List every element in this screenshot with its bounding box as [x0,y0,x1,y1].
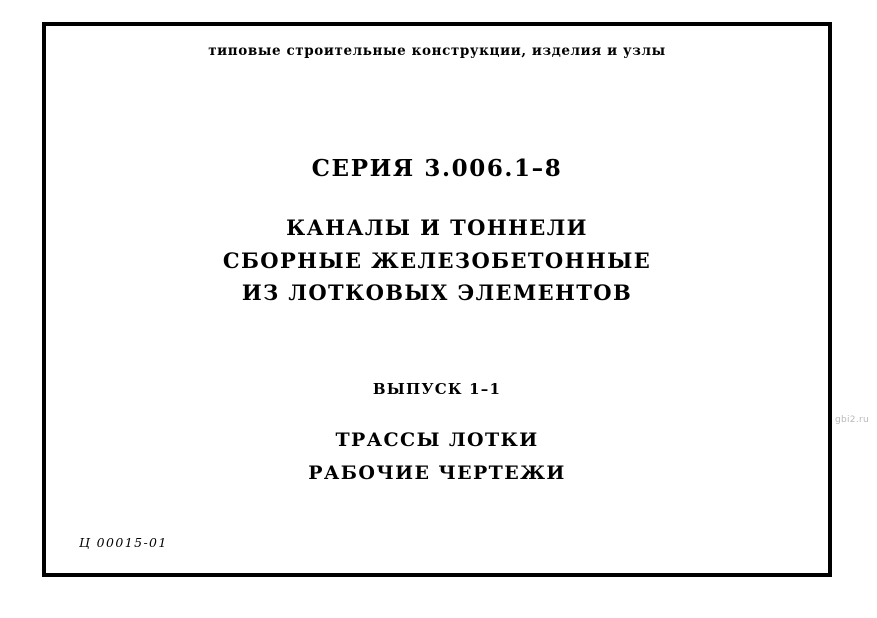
document-header: типовые строительные конструкции, изделия и узлы [208,43,666,59]
subtitle-line-1: ТРАССЫ ЛОТКИ [335,429,539,451]
watermark-label: gbi2.ru [834,415,869,425]
main-title-line-3: ИЗ ЛОТКОВЫХ ЭЛЕМЕНТОВ [241,280,633,306]
issue-subtitle [45,424,829,491]
main-title-line-2: СБОРНЫЕ ЖЕЛЕЗОБЕТОННЫЕ [222,247,652,273]
title-page-frame [42,22,832,577]
issue-number: ВЫПУСК 1–1 [372,380,502,398]
issue-block [45,380,829,491]
main-title-line-1: КАНАЛЫ И ТОННЕЛИ [286,215,588,240]
main-title [45,212,829,310]
document-code: Ц 00015-01 [79,535,168,550]
subtitle-line-2: РАБОЧИЕ ЧЕРТЕЖИ [308,462,566,485]
title-block [45,155,829,310]
series-number: СЕРИЯ 3.006.1–8 [311,155,563,182]
